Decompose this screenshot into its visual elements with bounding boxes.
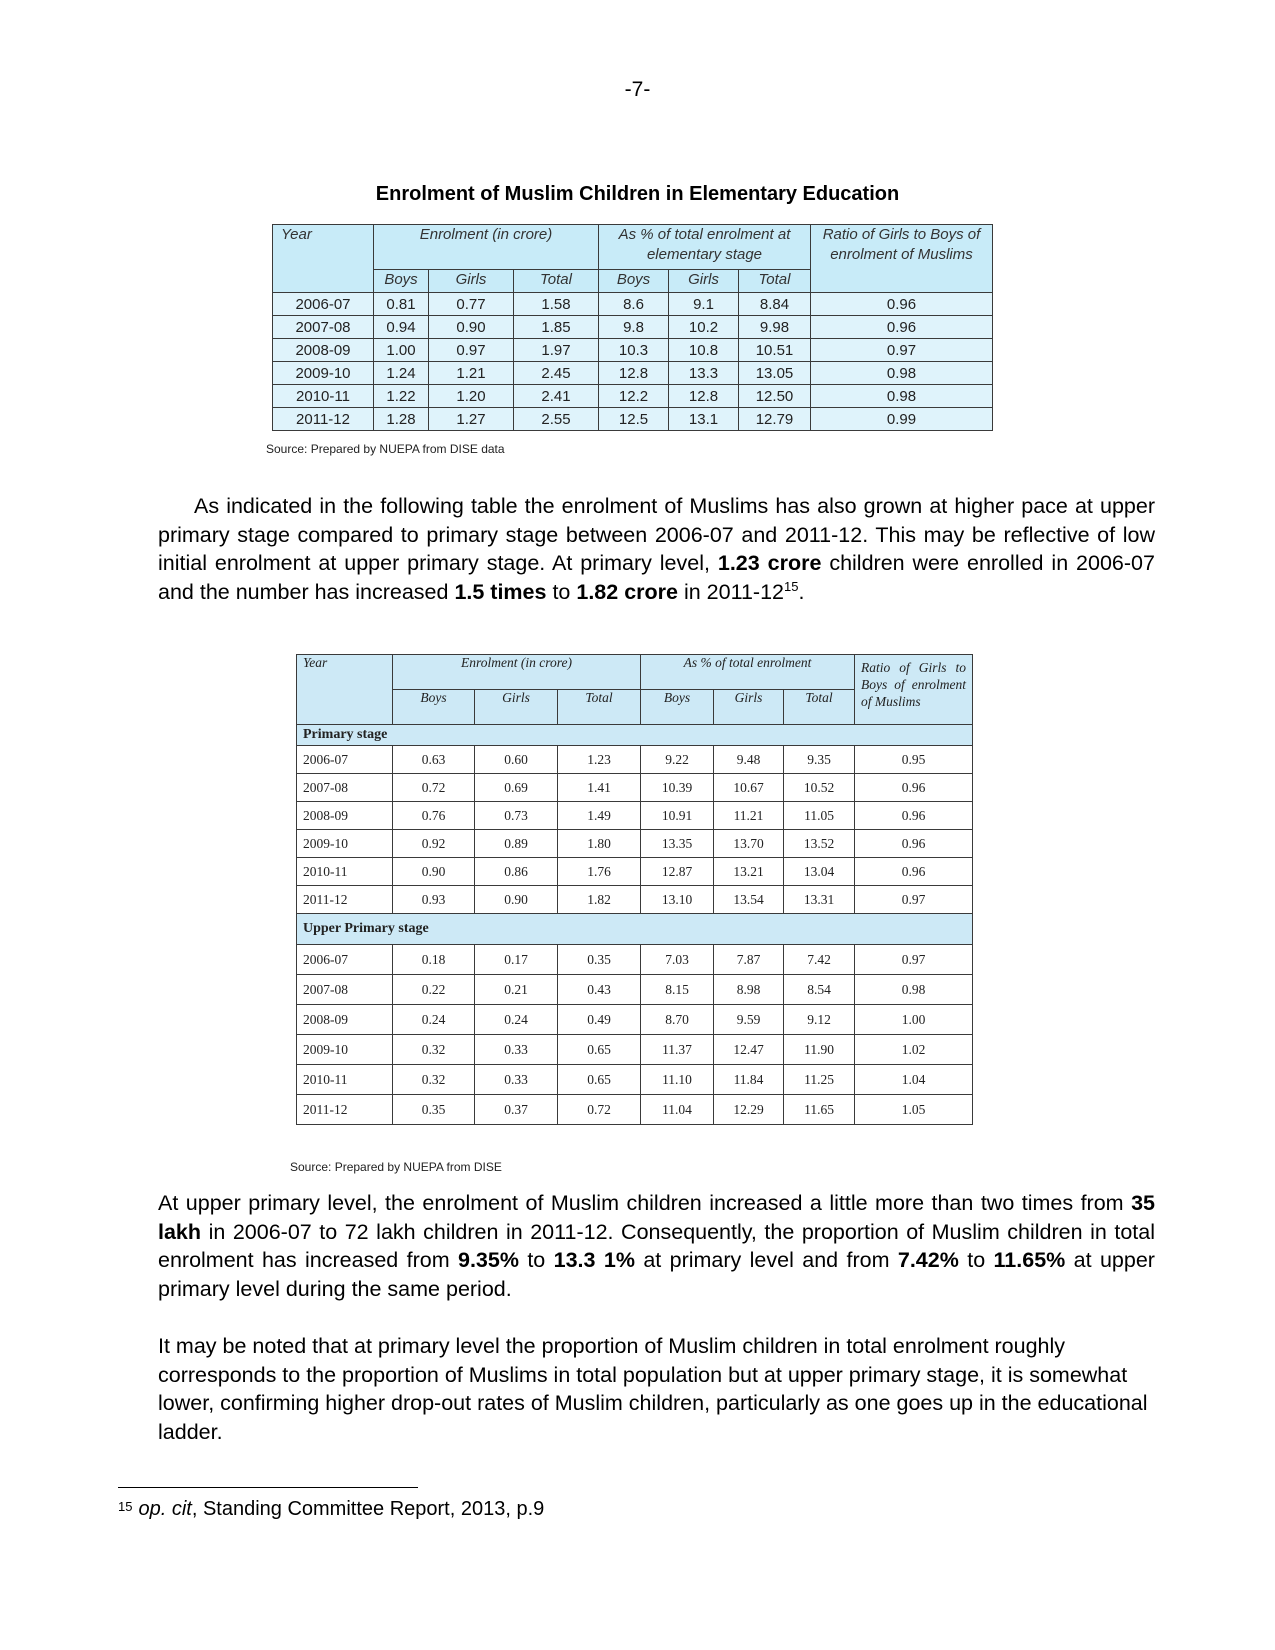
year-cell: 2006-07 — [297, 746, 393, 774]
table1-year-header: Year — [273, 225, 374, 293]
value-cell: 1.21 — [429, 362, 514, 385]
value-cell: 12.8 — [669, 385, 739, 408]
value-cell: 8.54 — [784, 975, 855, 1005]
value-cell: 0.90 — [475, 886, 558, 914]
value-cell: 2.41 — [514, 385, 599, 408]
table-row — [297, 945, 973, 975]
table2-pct-girls-header: Girls — [714, 690, 784, 725]
value-cell: 0.72 — [393, 774, 475, 802]
value-cell: 0.98 — [811, 385, 993, 408]
table-row — [297, 886, 973, 914]
table2-enrolment-header: Enrolment (in crore) — [393, 655, 641, 690]
table2-pct-header: As % of total enrolment — [641, 655, 855, 690]
value-cell: 0.73 — [475, 802, 558, 830]
value-cell: 10.52 — [784, 774, 855, 802]
table-row — [297, 746, 973, 774]
value-cell: 0.96 — [855, 774, 973, 802]
value-cell: 9.59 — [714, 1005, 784, 1035]
value-cell: 10.67 — [714, 774, 784, 802]
value-cell: 1.27 — [429, 408, 514, 431]
value-cell: 13.54 — [714, 886, 784, 914]
value-cell: 1.28 — [374, 408, 429, 431]
value-cell: 0.37 — [475, 1095, 558, 1125]
page-number: -7- — [624, 78, 651, 101]
value-cell: 12.47 — [714, 1035, 784, 1065]
value-cell: 9.12 — [784, 1005, 855, 1035]
table2-source: Source: Prepared by NUEPA from DISE — [290, 1160, 502, 1174]
table-row — [297, 1065, 973, 1095]
value-cell: 0.24 — [475, 1005, 558, 1035]
value-cell: 1.04 — [855, 1065, 973, 1095]
table-row — [273, 316, 993, 339]
table2-upper-label: Upper Primary stage — [297, 914, 973, 945]
table2-pct-total-header: Total — [784, 690, 855, 725]
value-cell: 0.49 — [558, 1005, 641, 1035]
table-row — [297, 802, 973, 830]
value-cell: 0.76 — [393, 802, 475, 830]
table2 — [296, 654, 973, 1125]
value-cell: 9.1 — [669, 293, 739, 316]
table-row — [297, 774, 973, 802]
value-cell: 11.05 — [784, 802, 855, 830]
value-cell: 1.20 — [429, 385, 514, 408]
value-cell: 0.65 — [558, 1035, 641, 1065]
table-row — [297, 1005, 973, 1035]
year-cell: 2008-09 — [297, 802, 393, 830]
year-cell: 2009-10 — [297, 1035, 393, 1065]
table1-enrolment-header: Enrolment (in crore) — [374, 225, 599, 270]
value-cell: 1.05 — [855, 1095, 973, 1125]
value-cell: 0.97 — [855, 886, 973, 914]
value-cell: 1.76 — [558, 858, 641, 886]
value-cell: 0.24 — [393, 1005, 475, 1035]
table2-total-header: Total — [558, 690, 641, 725]
value-cell: 0.77 — [429, 293, 514, 316]
value-cell: 10.8 — [669, 339, 739, 362]
value-cell: 1.41 — [558, 774, 641, 802]
value-cell: 11.37 — [641, 1035, 714, 1065]
value-cell: 0.94 — [374, 316, 429, 339]
value-cell: 1.85 — [514, 316, 599, 339]
value-cell: 13.1 — [669, 408, 739, 431]
table-row — [273, 408, 993, 431]
paragraph-2: At upper primary level, the enrolment of Muslim children increased a little more than two times from 35 lakh in 2006-07 to 72 lakh children in 2011-12. Consequently, the proportion of Muslim children in total enrolment has increased from 9.35% to 13.3 1% at primary level and from 7.42% to 11.65% at upper primary level during the same period. — [158, 1191, 1155, 1302]
value-cell: 0.17 — [475, 945, 558, 975]
value-cell: 0.97 — [855, 945, 973, 975]
value-cell: 0.86 — [475, 858, 558, 886]
value-cell: 11.90 — [784, 1035, 855, 1065]
value-cell: 1.97 — [514, 339, 599, 362]
value-cell: 0.72 — [558, 1095, 641, 1125]
value-cell: 0.60 — [475, 746, 558, 774]
value-cell: 1.22 — [374, 385, 429, 408]
table1-source: Source: Prepared by NUEPA from DISE data — [266, 442, 505, 456]
value-cell: 12.5 — [599, 408, 669, 431]
value-cell: 13.31 — [784, 886, 855, 914]
value-cell: 0.63 — [393, 746, 475, 774]
table1-ratio-header: Ratio of Girls to Boys of enrolment of Muslims — [811, 225, 993, 293]
year-cell: 2008-09 — [297, 1005, 393, 1035]
value-cell: 13.10 — [641, 886, 714, 914]
footnote-ref: 15 — [783, 578, 799, 594]
value-cell: 0.18 — [393, 945, 475, 975]
value-cell: 12.2 — [599, 385, 669, 408]
table1-total-header: Total — [514, 270, 599, 293]
value-cell: 8.6 — [599, 293, 669, 316]
year-cell: 2011-12 — [297, 886, 393, 914]
table1-pct-header: As % of total enrolment at elementary stage — [599, 225, 811, 270]
table2-pct-boys-header: Boys — [641, 690, 714, 725]
year-cell: 2011-12 — [297, 1095, 393, 1125]
value-cell: 0.33 — [475, 1065, 558, 1095]
value-cell: 11.84 — [714, 1065, 784, 1095]
value-cell: 0.69 — [475, 774, 558, 802]
value-cell: 10.51 — [739, 339, 811, 362]
value-cell: 8.70 — [641, 1005, 714, 1035]
table1-girls-header: Girls — [429, 270, 514, 293]
table2-primary-label: Primary stage — [297, 725, 973, 746]
footnote-number: 15 — [118, 1499, 133, 1514]
value-cell: 0.97 — [429, 339, 514, 362]
table-row — [297, 975, 973, 1005]
year-cell: 2007-08 — [273, 316, 374, 339]
value-cell: 0.98 — [855, 975, 973, 1005]
value-cell: 0.96 — [811, 316, 993, 339]
footnote-text: , Standing Committee Report, 2013, p.9 — [191, 1498, 545, 1520]
value-cell: 0.93 — [393, 886, 475, 914]
table1-title: Enrolment of Muslim Children in Elementary Education — [375, 183, 900, 205]
table2-girls-header: Girls — [475, 690, 558, 725]
value-cell: 7.03 — [641, 945, 714, 975]
table-row — [273, 293, 993, 316]
table1-pct-total-header: Total — [739, 270, 811, 293]
value-cell: 0.96 — [811, 293, 993, 316]
year-cell: 2009-10 — [273, 362, 374, 385]
table2-ratio-header: Ratio of Girls to Boys of enrolment of Muslims — [855, 655, 973, 725]
value-cell: 13.3 — [669, 362, 739, 385]
value-cell: 2.55 — [514, 408, 599, 431]
value-cell: 0.98 — [811, 362, 993, 385]
value-cell: 0.22 — [393, 975, 475, 1005]
value-cell: 0.97 — [811, 339, 993, 362]
footnote — [118, 1498, 544, 1521]
value-cell: 0.96 — [855, 830, 973, 858]
value-cell: 13.70 — [714, 830, 784, 858]
value-cell: 0.43 — [558, 975, 641, 1005]
value-cell: 2.45 — [514, 362, 599, 385]
value-cell: 1.00 — [374, 339, 429, 362]
value-cell: 8.84 — [739, 293, 811, 316]
year-cell: 2006-07 — [297, 945, 393, 975]
value-cell: 1.82 — [558, 886, 641, 914]
value-cell: 12.50 — [739, 385, 811, 408]
value-cell: 0.90 — [429, 316, 514, 339]
value-cell: 12.29 — [714, 1095, 784, 1125]
value-cell: 0.21 — [475, 975, 558, 1005]
value-cell: 0.32 — [393, 1065, 475, 1095]
value-cell: 0.96 — [855, 858, 973, 886]
year-cell: 2011-12 — [273, 408, 374, 431]
value-cell: 7.42 — [784, 945, 855, 975]
paragraph-3: It may be noted that at primary level the proportion of Muslim children in total enrolment roughly corresponds to the proportion of Muslims in total population but at upper primary stage, it is somewhat lower, confirming higher drop-out rates of Muslim children, particularly as one goes up in the educational ladder. — [158, 1334, 1148, 1445]
value-cell: 10.3 — [599, 339, 669, 362]
paragraph-1: As indicated in the following table the enrolment of Muslims has also grown at higher pace at upper primary stage compared to primary stage between 2006-07 and 2011-12. This may be reflective of low initial enrolment at upper primary stage. At primary level, 1.23 crore children were enrolled in 2006-07 and the number has increased 1.5 times to 1.82 crore in $2011-12^{15}$. — [158, 494, 1155, 605]
table-row — [273, 339, 993, 362]
year-cell: 2006-07 — [273, 293, 374, 316]
table-row — [297, 830, 973, 858]
value-cell: 0.96 — [855, 802, 973, 830]
value-cell: 13.35 — [641, 830, 714, 858]
value-cell: 12.87 — [641, 858, 714, 886]
value-cell: 7.87 — [714, 945, 784, 975]
value-cell: 0.65 — [558, 1065, 641, 1095]
value-cell: 10.91 — [641, 802, 714, 830]
value-cell: 9.22 — [641, 746, 714, 774]
value-cell: 0.99 — [811, 408, 993, 431]
value-cell: 11.04 — [641, 1095, 714, 1125]
value-cell: 0.81 — [374, 293, 429, 316]
table1-pct-boys-header: Boys — [599, 270, 669, 293]
value-cell: 9.98 — [739, 316, 811, 339]
table-row — [297, 1035, 973, 1065]
value-cell: 12.79 — [739, 408, 811, 431]
value-cell: 11.10 — [641, 1065, 714, 1095]
table-row — [273, 362, 993, 385]
year-cell: 2010-11 — [273, 385, 374, 408]
year-cell: 2010-11 — [297, 858, 393, 886]
value-cell: 0.35 — [558, 945, 641, 975]
table-row — [297, 858, 973, 886]
value-cell: 8.15 — [641, 975, 714, 1005]
table-row — [273, 385, 993, 408]
value-cell: 11.25 — [784, 1065, 855, 1095]
value-cell: 9.8 — [599, 316, 669, 339]
footnote-italic: op. cit — [138, 1498, 192, 1520]
value-cell: 9.48 — [714, 746, 784, 774]
value-cell: 13.05 — [739, 362, 811, 385]
value-cell: 0.92 — [393, 830, 475, 858]
value-cell: 9.35 — [784, 746, 855, 774]
value-cell: 12.8 — [599, 362, 669, 385]
value-cell: 10.39 — [641, 774, 714, 802]
table1-boys-header: Boys — [374, 270, 429, 293]
table2-boys-header: Boys — [393, 690, 475, 725]
value-cell: 13.52 — [784, 830, 855, 858]
year-cell: 2009-10 — [297, 830, 393, 858]
table-row — [297, 1095, 973, 1125]
value-cell: 1.00 — [855, 1005, 973, 1035]
table1 — [272, 224, 993, 431]
year-cell: 2010-11 — [297, 1065, 393, 1095]
value-cell: 1.80 — [558, 830, 641, 858]
value-cell: 1.24 — [374, 362, 429, 385]
value-cell: 1.58 — [514, 293, 599, 316]
value-cell: 0.33 — [475, 1035, 558, 1065]
value-cell: 1.02 — [855, 1035, 973, 1065]
year-cell: 2007-08 — [297, 975, 393, 1005]
value-cell: 0.32 — [393, 1035, 475, 1065]
value-cell: 8.98 — [714, 975, 784, 1005]
value-cell: 10.2 — [669, 316, 739, 339]
value-cell: 0.89 — [475, 830, 558, 858]
year-cell: 2008-09 — [273, 339, 374, 362]
value-cell: 13.21 — [714, 858, 784, 886]
value-cell: 0.90 — [393, 858, 475, 886]
value-cell: 11.21 — [714, 802, 784, 830]
value-cell: 13.04 — [784, 858, 855, 886]
value-cell: 1.23 — [558, 746, 641, 774]
value-cell: 0.95 — [855, 746, 973, 774]
value-cell: 11.65 — [784, 1095, 855, 1125]
year-cell: 2007-08 — [297, 774, 393, 802]
footnote-divider — [118, 1487, 418, 1488]
table1-pct-girls-header: Girls — [669, 270, 739, 293]
table2-year-header: Year — [297, 655, 393, 725]
value-cell: 0.35 — [393, 1095, 475, 1125]
value-cell: 1.49 — [558, 802, 641, 830]
